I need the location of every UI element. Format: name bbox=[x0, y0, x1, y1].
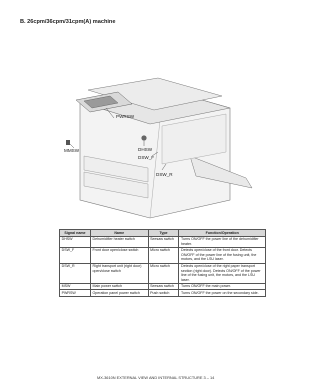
table-row bbox=[60, 283, 266, 290]
machine-illustration bbox=[40, 60, 270, 230]
page-footer: MX-3610N EXTERNAL VIEW AND INTERNAL STRUCTURE 3 – 14 bbox=[97, 375, 215, 380]
table-row bbox=[60, 236, 266, 247]
table-cell: Seesaw switch bbox=[148, 283, 179, 290]
callout-mmsw: MMSW bbox=[64, 148, 80, 153]
table-cell: Micro switch bbox=[148, 247, 179, 263]
table-cell: Detects open/close of the right paper transport section (right door). Detects ON/OFF of the power line of the fusing unit, the motors, and the LSU laser. bbox=[179, 263, 266, 283]
callout-pwrsw: PWRSW bbox=[116, 114, 135, 119]
table-cell: Operation panel power switch bbox=[90, 290, 148, 297]
header-name: Name bbox=[90, 230, 148, 237]
table-header-row bbox=[60, 230, 266, 237]
section-heading: B. 26cpm/36cpm/31cpm(A) machine bbox=[20, 19, 116, 25]
table-cell: Turns ON/OFF the power on the secondary side. bbox=[179, 290, 266, 297]
callout-dhsw: DHSW bbox=[138, 147, 153, 152]
table-cell: Turns ON/OFF the main power. bbox=[179, 283, 266, 290]
table-cell: MSW bbox=[60, 283, 91, 290]
signal-table bbox=[59, 229, 266, 297]
table-cell: Dehumidifier heater switch bbox=[90, 236, 148, 247]
table-cell: Turns ON/OFF the power line of the dehumidifier heater. bbox=[179, 236, 266, 247]
table-cell: Front door open/close switch bbox=[90, 247, 148, 263]
table-cell: DSW_R bbox=[60, 263, 91, 283]
header-function: Function/Operation bbox=[179, 230, 266, 237]
table-cell: PWRSW bbox=[60, 290, 91, 297]
table-cell: Main power switch bbox=[90, 283, 148, 290]
callout-dsw-r: DSW_R bbox=[156, 172, 173, 177]
table-cell: Seesaw switch bbox=[148, 236, 179, 247]
header-type: Type bbox=[148, 230, 179, 237]
table-row bbox=[60, 263, 266, 283]
dehumidifier-switch-icon bbox=[141, 135, 146, 140]
main-power-switch-icon bbox=[66, 140, 70, 145]
table-cell: Push switch bbox=[148, 290, 179, 297]
header-signal-name: Signal name bbox=[60, 230, 91, 237]
table-cell: DHSW bbox=[60, 236, 91, 247]
table-cell: Micro switch bbox=[148, 263, 179, 283]
table-cell: DSW_F bbox=[60, 247, 91, 263]
callout-dsw-f: DSW_F bbox=[138, 155, 155, 160]
table-row bbox=[60, 290, 266, 297]
table-row bbox=[60, 247, 266, 263]
table-cell: Detects open/close of the front door. Detects ON/OFF of the power line of the fusing unit, the motors, and the LSU laser. bbox=[179, 247, 266, 263]
table-cell: Right transport unit (right door) open/close switch bbox=[90, 263, 148, 283]
